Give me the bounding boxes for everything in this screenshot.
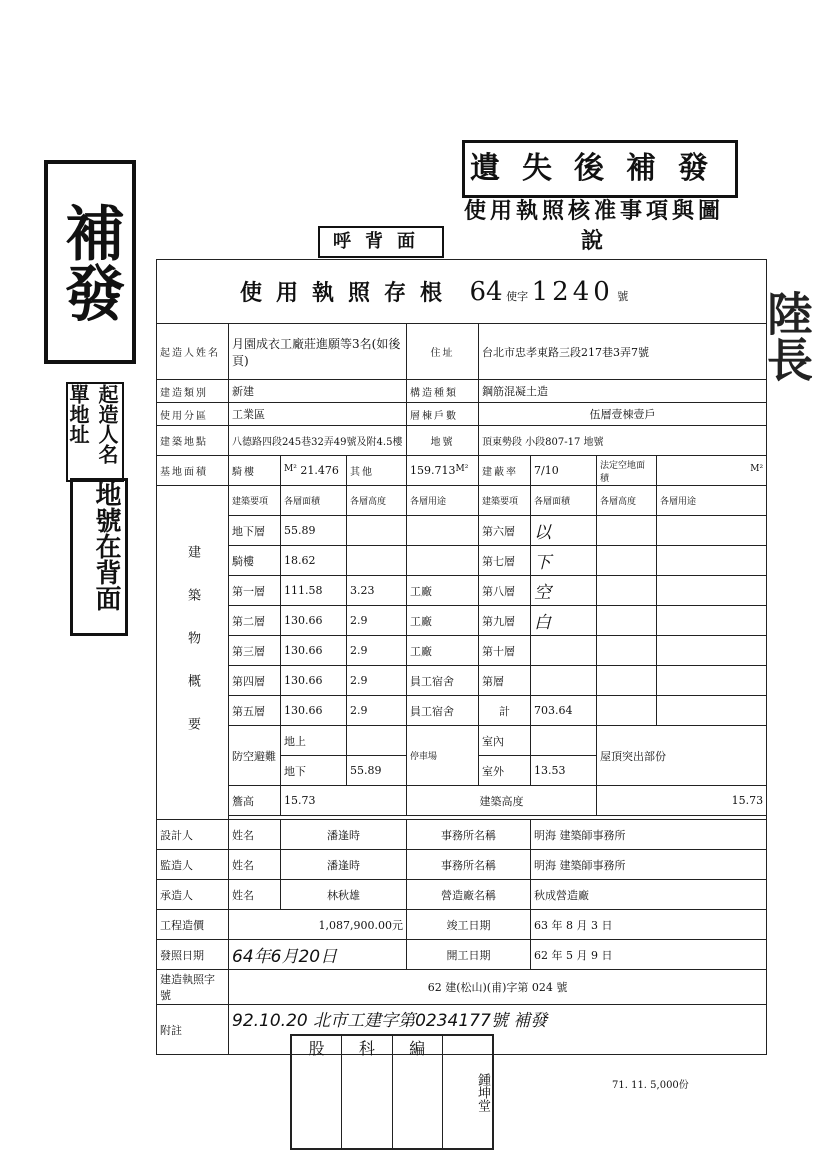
supplementary-issue-stamp: 補發: [44, 160, 136, 364]
floor-row: 第四層 130.66 2.9 員工宿舍 第層: [157, 666, 767, 696]
license-word: 使字: [506, 290, 529, 303]
back-side-stamp: 呼背面: [318, 226, 444, 258]
lot-value: 頂東勢段 小段807-17 地號: [479, 426, 767, 456]
floors-label: 層棟戶數: [407, 403, 479, 426]
floor-row: 第三層 130.66 2.9 工廠 第十層: [157, 636, 767, 666]
coverage-value: 7/10: [531, 456, 597, 486]
shelter-row: 防空避難 地上 停車場 室內 屋頂突出部份: [157, 726, 767, 756]
col-item: 建築要項: [229, 486, 281, 516]
section-label: 建築物概要: [157, 486, 229, 820]
print-note: 71. 11. 5,000份: [612, 1080, 689, 1091]
coverage-label: 建蔽率: [479, 456, 531, 486]
address-on-back-stamp: 地號在背面: [70, 478, 128, 636]
floor-row: 地下層 55.89 第六層 以: [157, 516, 767, 546]
open-space-value: M²: [657, 456, 767, 486]
other-label: 其他: [347, 456, 407, 486]
address-label: 住址: [407, 324, 479, 380]
height-row: 簷高 15.73 建築高度 15.73: [157, 786, 767, 816]
applicant-label: 起造人姓名: [157, 324, 229, 380]
other-value: $159.713^{M^2}$: [407, 456, 479, 486]
col-use: 各層用途: [407, 486, 479, 516]
floor-row: 第二層 130.66 2.9 工廠 第九層 白: [157, 606, 767, 636]
license-prefix: 64: [469, 277, 503, 307]
floors-value: 伍層壹棟壹戶: [479, 403, 767, 426]
col-item-2: 建築要項: [479, 486, 531, 516]
floor-row: 第五層 130.66 2.9 員工宿舍 計 703.64: [157, 696, 767, 726]
build-type-label: 建造類別: [157, 380, 229, 403]
designer-row: 設計人 姓名 潘逢時 事務所名稱 明海 建築師事務所: [157, 820, 767, 850]
address-value: 台北市忠孝東路三段217巷3弄7號: [479, 324, 767, 380]
permit-row: 建造執照字號 62 建(松山)(甫)字第 024 號: [157, 970, 767, 1005]
side-note-right: 陸長: [760, 290, 814, 382]
col-use-2: 各層用途: [657, 486, 767, 516]
approval-items-stamp: 使用執照核准事項與圖說: [463, 198, 724, 254]
site-label: 建築地點: [157, 426, 229, 456]
open-space-label: 法定空地面積: [597, 456, 657, 486]
title-row: [157, 260, 767, 324]
structure-value: 鋼筋混凝土造: [479, 380, 767, 403]
structure-label: 構造種類: [407, 380, 479, 403]
arcade-value: $^{M^2}$ 21.476: [281, 456, 347, 486]
arcade-label: 騎樓: [229, 456, 281, 486]
contractor-row: 承造人 姓名 林秋雄 營造廠名稱 秋成營造廠: [157, 880, 767, 910]
zone-label: 使用分區: [157, 403, 229, 426]
license-suffix: 號: [617, 290, 629, 303]
remarks-row: 附註 92.10.20 北市工建字第0234177號 補發: [157, 1005, 767, 1055]
applicant-value: 月園成衣工廠莊進願等3名(如後頁): [229, 324, 407, 380]
floor-row: 第一層 111.58 3.23 工廠 第八層 空: [157, 576, 767, 606]
build-type-value: 新建: [229, 380, 407, 403]
cost-row: 工程造價 1,087,900.00元 竣工日期 63 年 8 月 3 日: [157, 910, 767, 940]
floor-row: 騎樓 18.62 第七層 下: [157, 546, 767, 576]
supervisor-row: 監造人 姓名 潘逢時 事務所名稱 明海 建築師事務所: [157, 850, 767, 880]
lost-reissue-stamp: 遺失後補發: [462, 140, 738, 198]
license-stub-form: [156, 259, 767, 1055]
applicant-list-stamp: 起造人名單地址: [66, 382, 124, 482]
approval-seals: 股 科 編 鍾坤堂: [290, 1034, 494, 1150]
site-value: 八德路四段245巷32弄49號及附4.5樓: [229, 426, 407, 456]
col-height: 各層高度: [347, 486, 407, 516]
issue-row: 發照日期 64年6月20日 開工日期 62 年 5 月 9 日: [157, 940, 767, 970]
shelter-row: 地下 55.89 室外 13.53: [157, 756, 767, 786]
license-number: 1240: [531, 277, 614, 307]
col-area-2: 各層面積: [531, 486, 597, 516]
page-title: 使用執照存根: [240, 280, 457, 306]
col-area: 各層面積: [281, 486, 347, 516]
zone-value: 工業區: [229, 403, 407, 426]
lot-label: 地號: [407, 426, 479, 456]
col-height-2: 各層高度: [597, 486, 657, 516]
base-area-label: 基地面積: [157, 456, 229, 486]
